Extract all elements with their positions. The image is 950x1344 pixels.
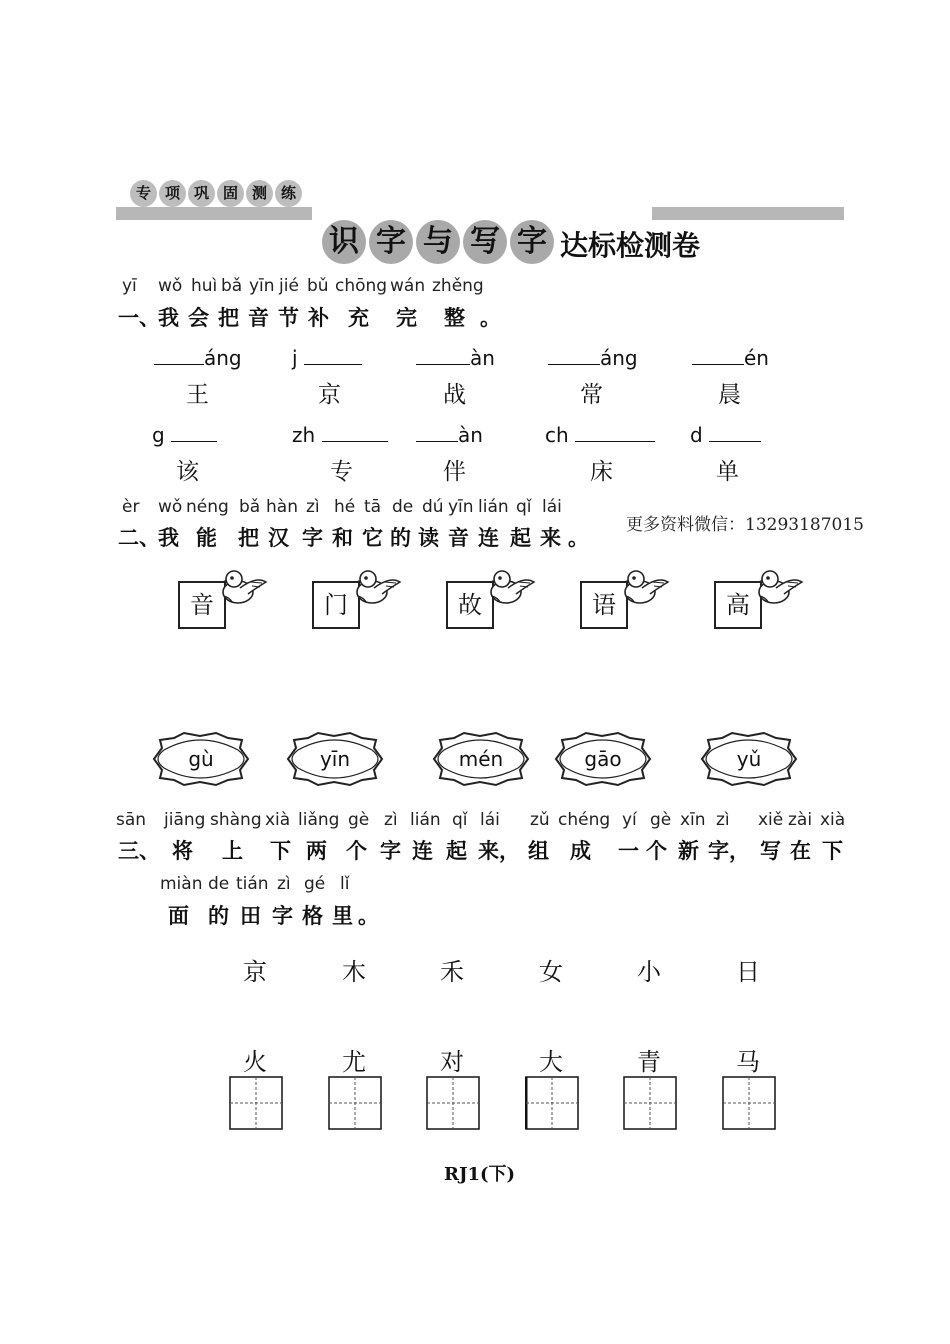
answer-blank[interactable]	[154, 346, 204, 365]
heading-char: 。	[480, 306, 501, 330]
top-char: 小	[637, 958, 661, 986]
pinyin: lái	[480, 810, 500, 830]
pinyin: bǎ	[239, 497, 261, 517]
pinyin: tián	[236, 874, 269, 894]
title-char: 与	[416, 220, 460, 264]
heading-char: 来，	[478, 839, 520, 863]
heading-char: 个	[346, 839, 367, 863]
heading-char: 田	[240, 904, 261, 928]
pinyin-badge[interactable]	[698, 730, 800, 788]
syllable-final: àn	[470, 346, 495, 370]
answer-blank[interactable]	[692, 346, 744, 365]
tag-char: 专	[130, 180, 157, 207]
hanzi: 单	[716, 459, 739, 485]
watermark-contact: 更多资料微信：13293187015	[626, 515, 864, 535]
top-char: 木	[342, 958, 366, 986]
title-char: 写	[463, 220, 507, 264]
heading-char: 它	[362, 526, 383, 550]
tianzige-grid[interactable]	[426, 1076, 480, 1130]
pinyin: huì	[191, 276, 218, 296]
hanzi: 王	[186, 382, 209, 408]
syllable-item	[292, 346, 362, 370]
page-subtitle: 达标检测卷	[560, 229, 701, 262]
heading-char: 格	[302, 904, 323, 928]
title-char: 字	[369, 220, 413, 264]
heading-char: 汉	[268, 526, 289, 550]
pinyin: wǒ	[158, 276, 183, 296]
heading-char: 成	[570, 839, 591, 863]
pinyin: lái	[542, 497, 562, 517]
tag-char: 固	[217, 180, 244, 207]
heading-char: 三、	[118, 839, 160, 863]
pinyin-badge[interactable]	[430, 730, 532, 788]
syllable-item	[416, 423, 483, 447]
pinyin: de	[208, 874, 230, 894]
pinyin: zì	[306, 497, 320, 517]
heading-char: 连	[478, 526, 499, 550]
pinyin: de	[392, 497, 414, 517]
answer-blank[interactable]	[575, 423, 655, 442]
heading-char: 节	[278, 306, 299, 330]
pinyin: hàn	[266, 497, 298, 517]
bottom-char: 火	[243, 1048, 267, 1076]
hanzi: 专	[330, 459, 353, 485]
pinyin: qǐ	[516, 497, 532, 517]
char-card[interactable]: 门	[312, 581, 360, 629]
heading-char: 。	[568, 526, 589, 550]
tag-char: 练	[275, 180, 302, 207]
syllable-item	[416, 346, 495, 370]
pinyin: wán	[390, 276, 426, 296]
heading-char: 会	[188, 306, 209, 330]
heading-char: 字	[302, 526, 323, 550]
pinyin: lǐ	[340, 874, 350, 894]
hanzi: 床	[590, 459, 613, 485]
title-char: 识	[322, 220, 366, 264]
tag-char: 巩	[188, 180, 215, 207]
heading-char: 下	[270, 839, 291, 863]
pinyin: miàn	[160, 874, 203, 894]
syllable-item	[152, 423, 217, 447]
hanzi: 京	[318, 382, 341, 408]
hanzi: 该	[176, 459, 199, 485]
bird-icon	[350, 568, 402, 608]
header-bar-right	[652, 207, 844, 220]
pinyin: hé	[334, 497, 356, 517]
tag-char: 项	[159, 180, 186, 207]
pinyin-badge-label: yīn	[319, 747, 351, 771]
heading-char: 完	[396, 306, 417, 330]
pinyin: wǒ	[158, 497, 183, 517]
pinyin: sān	[116, 810, 147, 830]
pinyin-badge[interactable]	[284, 730, 386, 788]
pinyin-badge-label: gāo	[584, 747, 622, 771]
top-char: 日	[736, 958, 760, 986]
pinyin: dú	[422, 497, 444, 517]
pinyin: xiě	[758, 810, 784, 830]
syllable-initial: ch	[545, 423, 569, 447]
top-char: 女	[539, 958, 563, 986]
syllable-initial: j	[292, 346, 298, 370]
syllable-final: én	[744, 346, 769, 370]
tianzige-grid[interactable]	[722, 1076, 776, 1130]
syllable-item	[292, 423, 388, 447]
heading-char: 整	[444, 306, 465, 330]
syllable-initial: g	[152, 423, 165, 447]
hanzi: 伴	[443, 459, 466, 485]
answer-blank[interactable]	[322, 423, 388, 442]
heading-char: 读	[418, 526, 439, 550]
heading-char: 充	[348, 306, 369, 330]
header-bar-left	[116, 207, 312, 220]
pinyin: lián	[478, 497, 509, 517]
heading-char: 音	[448, 526, 469, 550]
syllable-final: àn	[458, 423, 483, 447]
tianzige-grid[interactable]	[525, 1076, 579, 1130]
heading-char: 新	[678, 839, 699, 863]
pinyin-badge[interactable]	[552, 730, 654, 788]
heading-char: 里	[332, 904, 353, 928]
pinyin: liǎng	[298, 810, 340, 830]
bird-icon	[216, 568, 268, 608]
hanzi: 战	[443, 382, 466, 408]
answer-blank[interactable]	[548, 346, 600, 365]
heading-char: 把	[238, 526, 259, 550]
top-char: 京	[243, 958, 267, 986]
heading-char: 个	[646, 839, 667, 863]
heading-char: 字	[272, 904, 293, 928]
heading-char: 在	[790, 839, 811, 863]
syllable-item	[154, 346, 242, 370]
heading-char: 一	[618, 839, 639, 863]
pinyin: zhěng	[432, 276, 484, 296]
heading-char: 两	[306, 839, 327, 863]
answer-blank[interactable]	[709, 423, 761, 442]
answer-blank[interactable]	[171, 423, 217, 442]
heading-char: 。	[358, 904, 379, 928]
syllable-final: áng	[600, 346, 638, 370]
pinyin: xià	[265, 810, 291, 830]
char-card[interactable]: 故	[446, 581, 494, 629]
bird-icon	[618, 568, 670, 608]
pinyin: jié	[279, 276, 299, 296]
pinyin: chōng	[335, 276, 388, 296]
heading-char: 的	[208, 904, 229, 928]
heading-char: 和	[332, 526, 353, 550]
pinyin: gè	[348, 810, 370, 830]
heading-char: 起	[510, 526, 531, 550]
heading-char: 二、	[118, 526, 160, 550]
pinyin: zì	[716, 810, 730, 830]
heading-char: 下	[822, 839, 843, 863]
heading-char: 将	[172, 839, 193, 863]
heading-char: 补	[308, 306, 329, 330]
syllable-final: áng	[204, 346, 242, 370]
tianzige-grid[interactable]	[229, 1076, 283, 1130]
pinyin: gè	[650, 810, 672, 830]
pinyin: yīn	[249, 276, 275, 296]
pinyin: chéng	[558, 810, 611, 830]
heading-char: 上	[222, 839, 243, 863]
pinyin-badge-label: mén	[458, 747, 504, 771]
pinyin: shàng	[210, 810, 262, 830]
pinyin: yí	[622, 810, 637, 830]
heading-char: 能	[196, 526, 217, 550]
pinyin-badge-label: yǔ	[736, 747, 762, 771]
pinyin-badge-label: gù	[188, 747, 214, 771]
pinyin: gé	[304, 874, 326, 894]
hanzi: 晨	[718, 382, 741, 408]
pinyin: zì	[384, 810, 398, 830]
bottom-char: 尤	[342, 1048, 366, 1076]
pinyin: zì	[277, 874, 291, 894]
heading-char: 来	[540, 526, 561, 550]
heading-char: 一、	[118, 306, 160, 330]
char-card[interactable]: 高	[714, 581, 762, 629]
heading-char: 字，	[708, 839, 750, 863]
tianzige-grid[interactable]	[328, 1076, 382, 1130]
pinyin: zài	[788, 810, 813, 830]
bottom-char: 大	[539, 1048, 563, 1076]
pinyin: xīn	[680, 810, 706, 830]
pinyin: jiāng	[164, 810, 206, 830]
heading-char: 我	[158, 306, 179, 330]
heading-char: 起	[446, 839, 467, 863]
page-footer: RJ1(下)	[444, 1164, 516, 1185]
pinyin: tā	[364, 497, 382, 517]
tianzige-grid[interactable]	[623, 1076, 677, 1130]
answer-blank[interactable]	[416, 423, 458, 442]
pinyin: yīn	[448, 497, 474, 517]
heading-char: 我	[158, 526, 179, 550]
heading-char: 组	[528, 839, 549, 863]
pinyin: bǎ	[221, 276, 243, 296]
heading-char: 字	[380, 839, 401, 863]
pinyin: néng	[186, 497, 229, 517]
heading-char: 面	[168, 904, 189, 928]
syllable-initial: zh	[292, 423, 316, 447]
pinyin: xià	[820, 810, 846, 830]
pinyin: zǔ	[530, 810, 550, 830]
heading-char: 的	[390, 526, 411, 550]
pinyin: bǔ	[307, 276, 329, 296]
answer-blank[interactable]	[416, 346, 470, 365]
title-char: 字	[510, 220, 554, 264]
pinyin-badge[interactable]	[150, 730, 252, 788]
syllable-item	[548, 346, 638, 370]
bird-icon	[484, 568, 536, 608]
syllable-item	[545, 423, 655, 447]
pinyin: èr	[122, 497, 140, 517]
syllable-initial: d	[690, 423, 703, 447]
answer-blank[interactable]	[304, 346, 362, 365]
heading-char: 写	[760, 839, 781, 863]
pinyin: lián	[410, 810, 441, 830]
pinyin: qǐ	[452, 810, 468, 830]
pinyin: yī	[122, 276, 137, 296]
tag-char: 测	[246, 180, 273, 207]
char-card[interactable]: 语	[580, 581, 628, 629]
heading-char: 连	[412, 839, 433, 863]
char-card[interactable]: 音	[178, 581, 226, 629]
syllable-item	[692, 346, 769, 370]
heading-char: 把	[218, 306, 239, 330]
top-char: 禾	[440, 958, 464, 986]
bottom-char: 马	[736, 1048, 760, 1076]
hanzi: 常	[580, 382, 603, 408]
syllable-item	[690, 423, 761, 447]
bottom-char: 青	[637, 1048, 661, 1076]
heading-char: 音	[248, 306, 269, 330]
bird-icon	[752, 568, 804, 608]
bottom-char: 对	[440, 1048, 464, 1076]
